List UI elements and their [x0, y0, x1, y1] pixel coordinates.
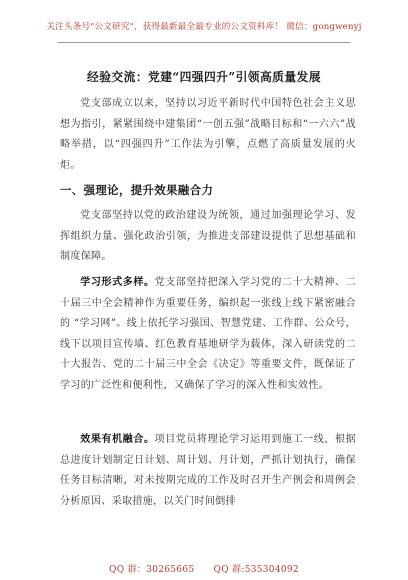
footer-qq-group-1: QQ 群：30265665 [109, 565, 195, 575]
intro-paragraph [60, 94, 356, 176]
section-intro-paragraph [60, 206, 356, 268]
effect-paragraph [60, 430, 356, 512]
learning-paragraph [60, 273, 356, 396]
header-banner: 关注头条号"公文研究"，获得最新最全最专业的公文资料库！ 微信：gongwenyj [46, 22, 362, 32]
learning-lead: 学习形式多样。 [80, 277, 155, 288]
section-intro-text: 党支部坚持以党的政治建设为统领，通过加强理论学习、发挥组织力量、强化政治引领，为推进支部建设提供了思想基础和制度保障。 [60, 210, 356, 262]
footer [0, 562, 408, 575]
footer-qq-group-2: QQ 群:535304092 [213, 565, 299, 575]
learning-text: 党支部坚持把深入学习党的二十大精神、二十届三中全会精神作为重要任务，编织起一张线上线下紧密融合的 “学习网”。线上依托学习强国、智慧党建、工作群、公众号，线下以项目宣传墙、红色教育基地研学为载体，深入研读党的二十大报告、党的二十届三中全会《决定》等重要文件，既保证了学习的广泛性和便利性，又确保了学习的深入性和实效性。 [60, 277, 356, 391]
effect-text: 项目党员将理论学习运用到施工一线，根据总进度计划制定日计划、周计划、月计划，严抓计划执行，确保任务目标清晰，对未按期完成的工作及时召开生产例会和周例会分析原因、采取措施，以关门时间倒排 [60, 434, 356, 507]
header-divider [58, 42, 350, 43]
document-title: 经验交流：党建“四强四升”引领高质量发展 [87, 70, 321, 84]
effect-lead: 效果有机融合。 [80, 434, 155, 445]
intro-text: 党支部成立以来，坚持以习近平新时代中国特色社会主义思想为指引，紧紧围绕中建集团“一创五强”战略目标和“一六六”战略举措，以“四强四升”工作法为引擎，点燃了高质量发展的火炬。 [60, 98, 356, 171]
section-heading: 一、强理论，提升效果融合力 [60, 183, 214, 197]
